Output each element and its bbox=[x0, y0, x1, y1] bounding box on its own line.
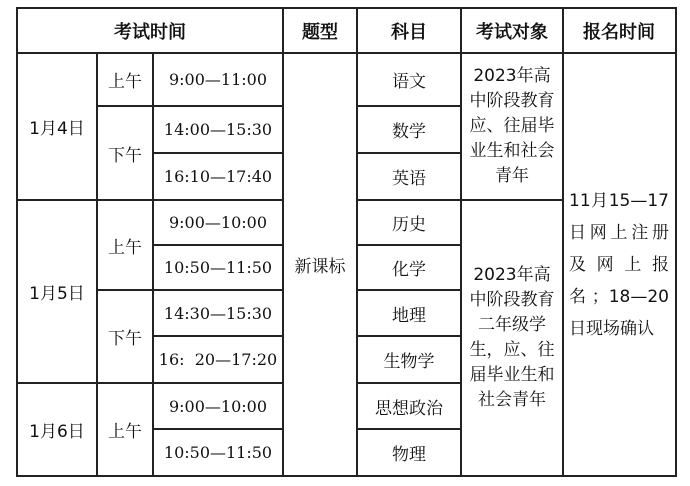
grid-line bbox=[17, 475, 676, 477]
grid-line bbox=[152, 52, 154, 476]
time-slot-cell: 16: 20—17:20 bbox=[158, 350, 278, 369]
grid-line bbox=[96, 52, 98, 476]
date-cell: 1月5日 bbox=[29, 284, 85, 304]
date-cell: 1月4日 bbox=[29, 119, 85, 139]
header-registration-time: 报名时间 bbox=[583, 21, 655, 43]
period-cell: 上午 bbox=[108, 422, 142, 442]
grid-line bbox=[17, 382, 283, 384]
grid-line bbox=[357, 335, 461, 337]
grid-line bbox=[17, 7, 676, 9]
subject-cell: 思想政治 bbox=[375, 398, 443, 419]
grid-line bbox=[153, 428, 283, 430]
grid-line bbox=[357, 244, 461, 246]
period-cell: 上午 bbox=[108, 72, 142, 92]
grid-line bbox=[17, 52, 676, 54]
grid-line bbox=[153, 152, 283, 154]
time-slot-cell: 9:00—10:00 bbox=[168, 396, 268, 416]
time-slot-cell: 9:00—10:00 bbox=[168, 213, 268, 232]
subject-cell: 生物学 bbox=[383, 352, 435, 372]
time-slot-cell: 14:00—15:30 bbox=[163, 120, 273, 139]
grid-line bbox=[357, 289, 461, 291]
date-cell: 1月6日 bbox=[29, 422, 85, 442]
question-type-cell: 新课标 bbox=[294, 257, 346, 277]
grid-line bbox=[675, 7, 677, 477]
subject-cell: 数学 bbox=[392, 122, 426, 142]
period-cell: 下午 bbox=[108, 329, 142, 349]
header-subject: 科目 bbox=[391, 21, 427, 43]
subject-cell: 历史 bbox=[392, 215, 426, 235]
grid-line bbox=[97, 289, 283, 291]
subject-cell: 地理 bbox=[392, 305, 426, 326]
grid-line bbox=[357, 428, 461, 430]
header-target: 考试对象 bbox=[476, 21, 548, 43]
registration-cell: 11月15—17日网上注册及网上报名；18—20日现场确认 bbox=[569, 190, 669, 339]
grid-line bbox=[153, 335, 283, 337]
grid-line bbox=[282, 7, 284, 477]
grid-line bbox=[460, 7, 462, 477]
time-slot-cell: 10:50—11:50 bbox=[163, 258, 273, 277]
time-slot-cell: 16:10—17:40 bbox=[163, 167, 273, 186]
header-exam-time: 考试时间 bbox=[114, 21, 186, 43]
period-cell: 上午 bbox=[108, 237, 142, 258]
grid-line bbox=[97, 105, 283, 107]
time-slot-cell: 10:50—11:50 bbox=[163, 443, 273, 462]
grid-line bbox=[562, 7, 564, 477]
target-cell: 2023年高中阶段教育二年级学生，应、往届毕业生和社会青年 bbox=[469, 265, 555, 410]
grid-line bbox=[357, 152, 461, 154]
grid-line bbox=[356, 7, 358, 477]
grid-line bbox=[16, 7, 18, 477]
time-slot-cell: 14:30—15:30 bbox=[163, 303, 273, 323]
grid-line bbox=[153, 244, 283, 246]
time-slot-cell: 9:00—11:00 bbox=[168, 70, 268, 89]
header-question-type: 题型 bbox=[302, 21, 338, 43]
subject-cell: 语文 bbox=[392, 72, 426, 92]
grid-line bbox=[357, 382, 461, 384]
subject-cell: 英语 bbox=[392, 169, 426, 189]
subject-cell: 化学 bbox=[392, 260, 426, 280]
grid-line bbox=[17, 199, 283, 201]
target-cell: 2023年高中阶段教育应、往届毕业生和社会青年 bbox=[469, 66, 555, 186]
grid-line bbox=[357, 105, 461, 107]
subject-cell: 物理 bbox=[392, 445, 426, 465]
period-cell: 下午 bbox=[108, 145, 142, 166]
